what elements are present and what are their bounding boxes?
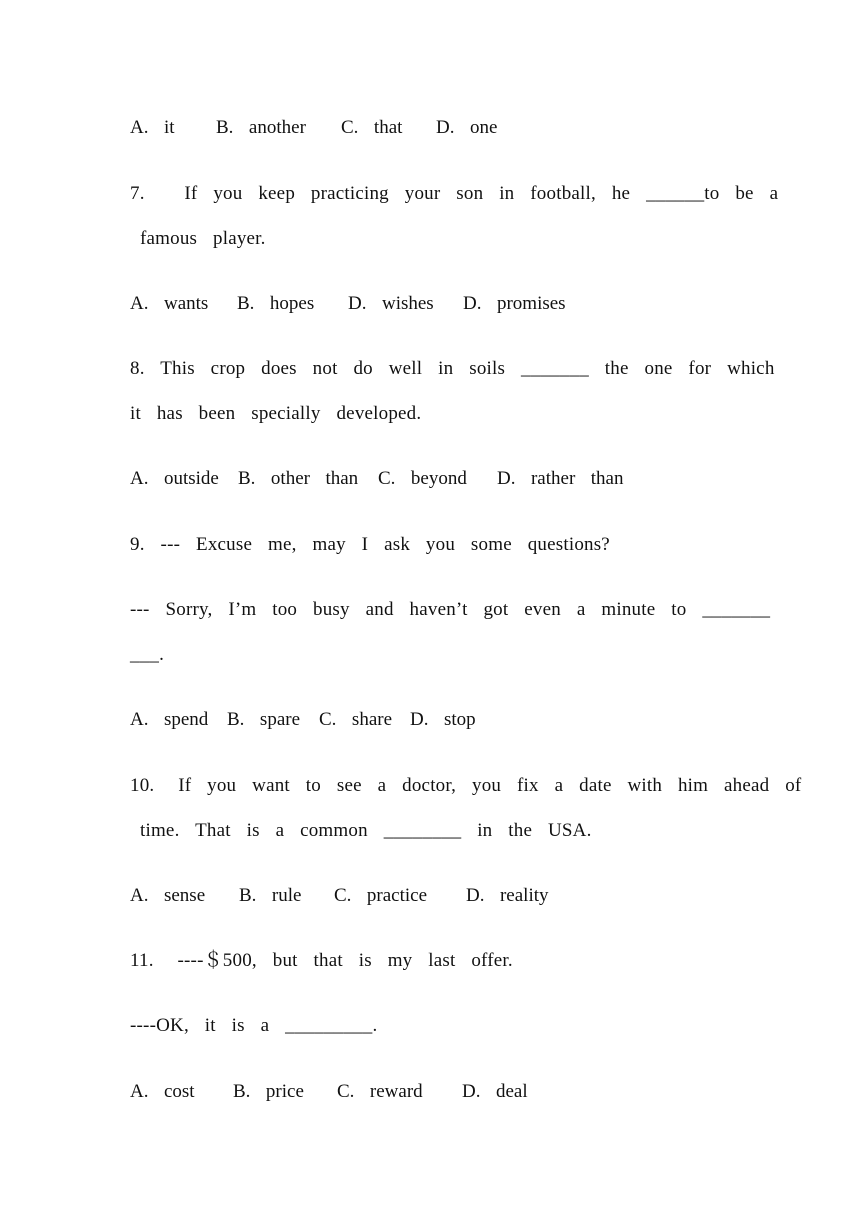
q10-option-c: C. practice xyxy=(334,885,428,906)
q11-line-1: 11. ----＄500, but that is my last offer. xyxy=(130,950,513,971)
q7-line-2: famous player. xyxy=(140,228,266,249)
q9-option-c: C. share xyxy=(319,709,393,730)
q10-options-row xyxy=(130,884,549,908)
q8-option-c: C. beyond xyxy=(378,468,467,489)
q7-option-b: B. hopes xyxy=(237,293,315,314)
q7-line-1: 7. If you keep practicing your son in football, he ______to be a xyxy=(130,183,779,204)
q8-option-b: B. other than xyxy=(238,468,359,489)
option-c: C. that xyxy=(341,117,403,138)
q7-option-c: D. wishes xyxy=(348,293,434,314)
q11-option-d: D. deal xyxy=(462,1081,528,1102)
q8-line-2: it has been specially developed. xyxy=(130,403,422,424)
q7-option-a: A. wants xyxy=(130,293,209,314)
option-a: A. it xyxy=(130,117,175,138)
q9-line-3: ___. xyxy=(130,644,165,665)
q8-line-1: 8. This crop does not do well in soils _______ the one for which xyxy=(130,358,775,379)
option-d: D. one xyxy=(436,117,498,138)
q8-option-a: A. outside xyxy=(130,468,219,489)
option-b: B. another xyxy=(216,117,306,138)
q11-option-b: B. price xyxy=(233,1081,304,1102)
q9-options-row xyxy=(130,708,476,732)
q9-option-b: B. spare xyxy=(227,709,301,730)
q9-line-2: --- Sorry, I’m too busy and haven’t got even a minute to _______ xyxy=(130,599,771,620)
q11-option-c: C. reward xyxy=(337,1081,423,1102)
q10-line-1: 10. If you want to see a doctor, you fix a date with him ahead of xyxy=(130,775,802,796)
q9-option-a: A. spend xyxy=(130,709,209,730)
q8-options-row xyxy=(130,467,623,491)
q11-options-row xyxy=(130,1080,528,1104)
q10-option-d: D. reality xyxy=(466,885,549,906)
q10-option-a: A. sense xyxy=(130,885,206,906)
q8-option-d: D. rather than xyxy=(497,468,624,489)
q11-line-2: ----OK, it is a _________. xyxy=(130,1015,378,1036)
q11-option-a: A. cost xyxy=(130,1081,195,1102)
q9-option-d: D. stop xyxy=(410,709,476,730)
q7-option-d: D. promises xyxy=(463,293,566,314)
top-options-row xyxy=(130,116,497,140)
q7-options-row xyxy=(130,292,566,316)
q10-line-2: time. That is a common ________ in the USA. xyxy=(140,820,592,841)
q10-option-b: B. rule xyxy=(239,885,302,906)
q9-line-1: 9. --- Excuse me, may I ask you some questions? xyxy=(130,534,610,555)
